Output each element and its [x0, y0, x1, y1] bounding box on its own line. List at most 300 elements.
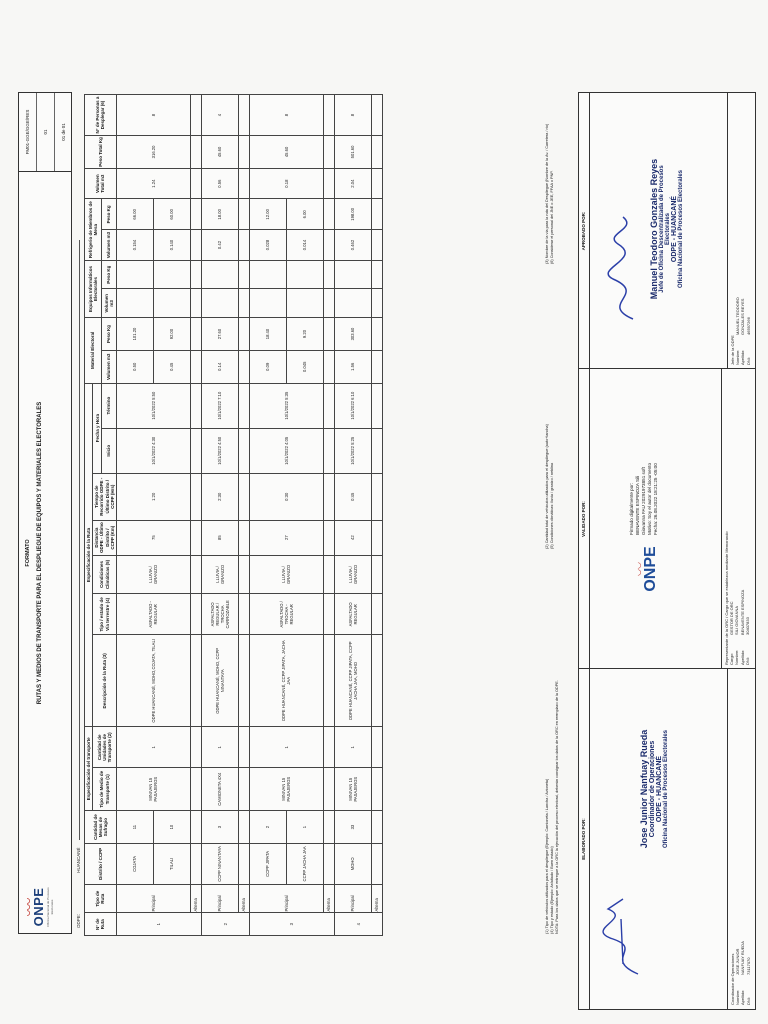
cell-rpeso: 60.00 [153, 199, 190, 230]
table-row-alterna [238, 95, 249, 936]
cell-via: ASFALTADO REGULAR / TROCHA CARROZABLE [201, 594, 238, 635]
digital-line-4: Motivo: Soy el autor del documento [646, 462, 652, 535]
col-mesas: Cantidad de Mesas de Sufragio [85, 811, 117, 844]
cell-empty [371, 520, 382, 555]
cell-clima: LLUVIA / GRANIZO [334, 555, 371, 594]
cell-medio: MINIVAN 15 PASAJEROS [334, 768, 371, 811]
digital-line-1: Firmado digitalmente por: [629, 482, 634, 535]
cell-unidades: 1 [201, 727, 238, 768]
cell-desc: ODPE HUANCANÉ, MOHO, CCPP NINANTAYA [201, 635, 238, 727]
cell-inicio: 10/1/2022 4:50 [201, 428, 238, 473]
right-foot-role: Jefe de la ODPE [730, 335, 735, 365]
cell-empty [323, 520, 334, 555]
right-nombre: MANUEL TEODORO [735, 297, 741, 335]
cell-rpeso: 12.00 [249, 199, 286, 230]
mid-dni-label: DNI: [744, 657, 750, 665]
cell-unidades: 1 [116, 727, 190, 768]
cell-empty [190, 199, 201, 230]
cell-distrito: MOHO [334, 843, 371, 884]
right-stamp-role2: Electorales [665, 212, 671, 246]
cell-distrito: CCPP JACHA JAA [286, 843, 323, 884]
cell-empty [323, 136, 334, 169]
cell-rpeso: 6.00 [286, 199, 323, 230]
group-material: Material Electoral [85, 318, 102, 383]
cell-rvol: 0.028 [249, 230, 286, 261]
notes-right [545, 124, 555, 264]
cell-empty [238, 635, 249, 727]
logo-mark-icon: ◡◡◡ [24, 897, 31, 917]
right-stamp-org2: Oficina Nacional de Procesos Electorales [678, 169, 684, 289]
mid-dni: 30407833 [744, 617, 750, 635]
cell-medio: MINIVAN 15 PASAJEROS [116, 768, 190, 811]
col-refrig-peso: Peso Kg [102, 199, 117, 230]
col-material-peso: Peso Kg [102, 318, 117, 351]
cell-unidades: 1 [334, 727, 371, 768]
cell-medio: CAMIONETA 4X4 [201, 768, 238, 811]
cell-rpeso: 198.00 [334, 199, 371, 230]
col-medio: Tipo de Medio de Transporte (1) [93, 768, 117, 811]
cell-termino: 10/1/2022 7:10 [201, 383, 238, 428]
mid-apellido: BENAVENTE ESPINOZA [739, 589, 745, 635]
col-tipo: Tipo de Ruta [85, 884, 117, 913]
cell-empty [190, 350, 201, 383]
col-tiempo: Tiempo de Recorrido ODPE - Último Distrito / CCPP (Hrs) [93, 473, 117, 520]
routes-body [116, 95, 382, 936]
cell-empty [371, 811, 382, 844]
cell-ptot: 501.60 [334, 136, 371, 169]
signature-left-icon [593, 889, 653, 979]
odpe-value: HUANCANÉ [76, 847, 81, 873]
cell-empty [238, 199, 249, 230]
cell-empty [190, 635, 201, 727]
cell-empty [323, 260, 334, 289]
route-type-alterna: Alterna [371, 884, 382, 913]
note-1: (1) Tipo de vehículos utilizados para el despliegue (Ejemplo: Camioneta / Lancha / Avioneta) [545, 778, 549, 934]
cell-empty [323, 594, 334, 635]
cell-termino: 10/1/2022 6:10 [334, 383, 371, 428]
right-apellido: GONZALES REYES [740, 298, 746, 335]
cell-mesas: 33 [334, 811, 371, 844]
cell-mvol: 0.09 [249, 350, 286, 383]
col-material-vol: Volumen m3 [102, 350, 117, 383]
cell-clima: LLUVIA / GRANIZO [249, 555, 323, 594]
cell-empty [238, 230, 249, 261]
cell-empty [190, 843, 201, 884]
cell-personas: 8 [249, 95, 323, 136]
cell-mpeso: 9.20 [286, 318, 323, 351]
right-dni-label: DNI: [745, 357, 751, 365]
document-code: FM01-GGE/GGE/RES [19, 93, 37, 171]
left-dni: 73117070 [745, 957, 751, 975]
note-6: (6) Considerar el personal del JNE o JEE, FFAA o PNP. [550, 170, 555, 264]
cell-inicio: 10/1/2022 4:30 [116, 428, 190, 473]
col-peso-total: Peso Total Kg [85, 136, 117, 169]
cell-mpeso: 27.60 [201, 318, 238, 351]
cell-empty [371, 473, 382, 520]
cell-empty [371, 95, 382, 136]
cell-mvol: 0.14 [201, 350, 238, 383]
cell-termino: 10/1/2022 5:35 [249, 383, 323, 428]
cell-empty [238, 168, 249, 199]
digital-line-5: Fecha: 26.08.2022 18:21:25 -05:00 [652, 463, 658, 535]
page-number: 01 de 01 [61, 123, 66, 141]
validado-label: VALIDADO POR: [579, 369, 590, 669]
cell-distrito: CCPP NINANTAYA [201, 843, 238, 884]
cell-empty [371, 230, 382, 261]
table-row [249, 95, 286, 936]
cell-empty [190, 555, 201, 594]
table-row [116, 95, 153, 936]
cell-empty [323, 230, 334, 261]
document-header [18, 92, 72, 934]
col-termino: Término [102, 383, 117, 428]
cell-empty [371, 843, 382, 884]
left-stamp-org: ODPE - HUANCANÉ [656, 755, 663, 823]
cell-evol [153, 289, 190, 318]
right-stamp-role: Jefe de Oficina Descentralizada de Procesos [659, 165, 665, 293]
group-route: Especificación de la Ruta [85, 383, 93, 727]
left-stamp-name: Jose Junior Nanfuay Rueda [639, 729, 649, 849]
cell-vtot: 2.04 [334, 168, 371, 199]
col-personas: N° de Personas a Desplegar (6) [85, 95, 117, 136]
right-stamp-org: ODPE - HUANCANÉ [671, 195, 678, 263]
digital-logo-mark-icon: ◡◡ [633, 562, 642, 576]
cell-unidades: 1 [249, 727, 323, 768]
note-4: (4) Tipo y estado (Ejemplo: Asfaltado / Buen estado) [550, 846, 555, 934]
cell-dist: 27 [249, 520, 323, 555]
cell-empty [323, 635, 334, 727]
cell-tiempo: 0:30 [249, 473, 323, 520]
signature-box [578, 92, 756, 1010]
cell-empty [190, 318, 201, 351]
mid-foot-role: Representante de la ORC / Cargo que se establezca mediante Memorando [724, 531, 729, 665]
elaborado-column [579, 668, 755, 1009]
col-equipos-peso: Peso Kg [102, 260, 117, 289]
cell-evol [116, 289, 153, 318]
cell-medio: MINIVAN 15 PASAJEROS [249, 768, 323, 811]
cell-empty [323, 473, 334, 520]
cell-empty [371, 289, 382, 318]
cell-distrito: TILALI [153, 843, 190, 884]
cell-vtot: 1.24 [116, 168, 190, 199]
cell-epeso [286, 260, 323, 289]
aprobado-column [579, 93, 755, 369]
right-stamp [649, 109, 684, 349]
cell-distrito: CCPP JIPATA [249, 843, 286, 884]
cell-empty [190, 473, 201, 520]
cell-empty [238, 473, 249, 520]
validado-column [579, 368, 755, 669]
cell-empty [190, 428, 201, 473]
code-box [19, 93, 71, 172]
cell-empty [190, 594, 201, 635]
route-type-alterna: Alterna [190, 884, 201, 913]
cell-empty [323, 95, 334, 136]
odpe-label: ODPE: [76, 913, 81, 928]
cell-empty [190, 768, 201, 811]
signature-right-icon [593, 209, 653, 329]
group-equipos: Equipos Informáticos Electorales [85, 260, 102, 317]
cell-empty [323, 168, 334, 199]
cell-empty [190, 811, 201, 844]
col-distrito: Distrito / CCPP [85, 843, 117, 884]
cell-empty [238, 811, 249, 844]
table-row-alterna [323, 95, 334, 936]
cell-empty [190, 727, 201, 768]
cell-dist: 42 [334, 520, 371, 555]
table-row [334, 95, 371, 936]
document-title: RUTAS Y MEDIOS DE TRANSPORTE PARA EL DESPLIEGUE DE EQUIPOS Y MATERIALES ELECTORALES [37, 401, 43, 705]
digital-signature [619, 379, 699, 599]
cell-clima: LLUVIA / GRANIZO [116, 555, 190, 594]
cell-empty [371, 136, 382, 169]
cell-vtot: 0.56 [201, 168, 238, 199]
mid-cargo: GESTOR DE ORC [729, 601, 735, 635]
left-footer [727, 669, 755, 1009]
cell-empty [371, 260, 382, 289]
cell-via: ASFALTADO - REGULAR [116, 594, 190, 635]
digital-line-2: BENAVENTE ESPINOZA Sili [634, 475, 640, 535]
cell-epeso [201, 260, 238, 289]
cell-empty [371, 168, 382, 199]
cell-empty [371, 635, 382, 727]
cell-empty [371, 594, 382, 635]
cell-dist: 75 [116, 520, 190, 555]
cell-empty [323, 350, 334, 383]
cell-evol [249, 289, 286, 318]
cell-empty [238, 428, 249, 473]
cell-empty [371, 350, 382, 383]
route-type-alterna: Alterna [238, 884, 249, 913]
cell-empty [371, 555, 382, 594]
cell-evol [201, 289, 238, 318]
cell-empty [190, 95, 201, 136]
cell-empty [323, 383, 334, 428]
left-nombre: JOSE JUNIOR [735, 948, 741, 975]
cell-empty [238, 383, 249, 428]
cell-empty [323, 843, 334, 884]
right-stamp-name: Manuel Teodoro Gonzales Reyes [649, 158, 659, 300]
cell-mpeso: 18.40 [249, 318, 286, 351]
mid-nombre: SILI GIOVANNA [734, 605, 740, 635]
col-equipos-vol: Volumen m3 [102, 289, 117, 318]
logo-subtitle: Oficina Nacional de Procesos Electorales [46, 887, 54, 927]
cell-evol [286, 289, 323, 318]
cell-empty [190, 289, 201, 318]
cell-personas: 8 [334, 95, 371, 136]
cell-empty [190, 383, 201, 428]
note-2: (2) Cantidad total de vehículos utilizados para el despliegue (auto+lancha) [545, 424, 549, 549]
note-3: (3) Nombre de la vía para la ruta del Despliegue (Nombre de la Av. / Carretera / río) [545, 123, 549, 264]
col-via: Tipo / estado de Vía terrestre (4) [93, 594, 117, 635]
cell-rvol: 0.014 [286, 230, 323, 261]
cell-empty [323, 318, 334, 351]
cell-empty [323, 199, 334, 230]
cell-mvol: 0.045 [286, 350, 323, 383]
col-refrig-vol: Volumen m3 [102, 230, 117, 261]
cell-mvol: 1.56 [334, 350, 371, 383]
cell-empty [190, 168, 201, 199]
cell-rvol: 0.140 [153, 230, 190, 261]
cell-mesas: 1 [286, 811, 323, 844]
left-nombre-label: Nombre: [735, 989, 741, 1005]
routes-table [84, 94, 383, 936]
group-refrigerio: Refrigerio de Miembros de Mesa [85, 199, 102, 260]
table-row-alterna [371, 95, 382, 936]
document-version: 01 [37, 93, 55, 171]
cell-empty [371, 199, 382, 230]
cell-empty [190, 230, 201, 261]
cell-empty [371, 428, 382, 473]
cell-mesas: 11 [116, 811, 153, 844]
digital-onpe-logo [633, 539, 660, 599]
left-dni-label: DNI: [745, 997, 751, 1005]
right-dni: 46597266 [745, 317, 751, 335]
left-stamp-org2: Oficina Nacional de Procesos Electorales [663, 729, 669, 849]
cell-empty [323, 289, 334, 318]
notes-middle [545, 424, 555, 549]
cell-empty [371, 318, 382, 351]
cell-epeso [153, 260, 190, 289]
left-foot-role: Coordinador de Operaciones [730, 953, 735, 1005]
cell-empty [323, 555, 334, 594]
route-number: 3 [249, 913, 334, 936]
logo-text: ONPE [31, 887, 46, 927]
cell-mvol: 0.45 [153, 350, 190, 383]
note-nota: NOTA: Para los datos que se entregue a la ORC la ejecución del proceso electoral, deberán consignar los datos de la ORC en reemplazo de la ODPE. [555, 680, 560, 934]
odpe-rule [78, 240, 80, 840]
cell-mvol: 0.50 [116, 350, 153, 383]
cell-rvol: 0.154 [116, 230, 153, 261]
mid-apellido-label: Apellido: [739, 649, 745, 665]
cell-vtot: 0.18 [249, 168, 323, 199]
col-clima: Condiciones Climáticas (5) [93, 555, 117, 594]
notes-left [545, 680, 560, 934]
cell-mpeso: 303.60 [334, 318, 371, 351]
cell-epeso [334, 260, 371, 289]
cell-mesas: 10 [153, 811, 190, 844]
cell-empty [323, 727, 334, 768]
cell-empty [238, 594, 249, 635]
digital-logo-text: ONPE [642, 546, 659, 592]
cell-empty [238, 318, 249, 351]
cell-empty [238, 260, 249, 289]
cell-tiempo: 0:45 [334, 473, 371, 520]
cell-ptot: 45.60 [249, 136, 323, 169]
cell-distrito: COJATA [116, 843, 153, 884]
cell-evol [334, 289, 371, 318]
group-fecha: Fecha y Hora [93, 383, 102, 473]
cell-rvol: 0.42 [201, 230, 238, 261]
route-type: Principal [116, 884, 190, 913]
cell-epeso [116, 260, 153, 289]
cell-empty [371, 383, 382, 428]
cell-personas: 8 [116, 95, 190, 136]
cell-inicio: 10/1/2022 4:05 [249, 428, 323, 473]
left-apellido: NANFUAY RUEDA [740, 941, 746, 975]
col-inicio: Inicio [102, 428, 117, 473]
cell-empty [323, 428, 334, 473]
route-type: Principal [249, 884, 323, 913]
aprobado-label: APROBADO POR: [579, 93, 590, 369]
cell-tiempo: 1:20 [116, 473, 190, 520]
cell-empty [371, 768, 382, 811]
mid-footer [721, 369, 755, 669]
cell-dist: 85 [201, 520, 238, 555]
table-row [201, 95, 238, 936]
cell-empty [238, 555, 249, 594]
cell-mpeso: 92.00 [153, 318, 190, 351]
cell-desc: ODPE HUANCANÉ, MOHO,COJATA, TILALI [116, 635, 190, 727]
cell-mpeso: 101.20 [116, 318, 153, 351]
cell-empty [238, 727, 249, 768]
cell-mesas: 3 [201, 811, 238, 844]
cell-inicio: 10/1/2022 5:25 [334, 428, 371, 473]
route-number: 4 [334, 913, 382, 936]
digital-line-3: Giovanna FAU 20291973851 soft [640, 467, 646, 535]
cell-empty [323, 768, 334, 811]
col-nro: N° de Ruta [85, 913, 117, 936]
digital-signature-text [629, 463, 659, 535]
cell-tiempo: 2:30 [201, 473, 238, 520]
cell-via: ASFALTADO REGULAR [334, 594, 371, 635]
col-distancia: Distancia ODPE - Último Distrito / CCPP (Km) [93, 520, 117, 555]
route-type: Principal [334, 884, 371, 913]
format-label: FORMATO [25, 539, 31, 567]
right-footer [727, 93, 755, 369]
cell-empty [238, 136, 249, 169]
cell-empty [371, 727, 382, 768]
elaborado-label: ELABORADO POR: [579, 669, 590, 1009]
table-row-alterna [190, 95, 201, 936]
route-type: Principal [201, 884, 238, 913]
route-number: 2 [201, 913, 249, 936]
odpe-line [76, 240, 81, 928]
cell-empty [238, 289, 249, 318]
cell-empty [323, 811, 334, 844]
cell-desc: ODPE HUANCANÉ, CCPP JIPATA, CCPP JACHA JAA, MOHO [334, 635, 371, 727]
route-type-alterna: Alterna [323, 884, 334, 913]
mid-nombre-label: Nombre: [734, 649, 740, 665]
cell-empty [238, 843, 249, 884]
cell-empty [238, 768, 249, 811]
cell-clima: LLUVIA / GRANIZO [201, 555, 238, 594]
cell-mesas: 2 [249, 811, 286, 844]
cell-ptot: 316.20 [116, 136, 190, 169]
note-5: (5) Condiciones climáticas: lluvia / granizo / neblina [550, 462, 555, 549]
cell-rpeso: 18.00 [201, 199, 238, 230]
cell-rpeso: 66.00 [116, 199, 153, 230]
left-stamp [639, 689, 669, 889]
cell-ptot: 45.60 [201, 136, 238, 169]
col-descripcion: Descripción de la Ruta (3) [93, 635, 117, 727]
mid-cargo-label: Cargo: [729, 652, 735, 665]
left-stamp-role: Coordinador de Operaciones [649, 740, 656, 838]
cell-empty [190, 260, 201, 289]
left-apellido-label: Apellido: [740, 989, 746, 1005]
cell-epeso [249, 260, 286, 289]
route-number: 1 [116, 913, 201, 936]
cell-empty [238, 520, 249, 555]
cell-empty [190, 136, 201, 169]
right-apellido-label: Apellido: [740, 349, 746, 365]
cell-termino: 10/1/2022 5:50 [116, 383, 190, 428]
cell-rvol: 0.462 [334, 230, 371, 261]
cell-empty [238, 95, 249, 136]
col-vol-total: Volumen Total m3 [85, 168, 117, 199]
cell-personas: 4 [201, 95, 238, 136]
col-unidades: Cantidad de Unidades de Transporte (2) [93, 727, 117, 768]
